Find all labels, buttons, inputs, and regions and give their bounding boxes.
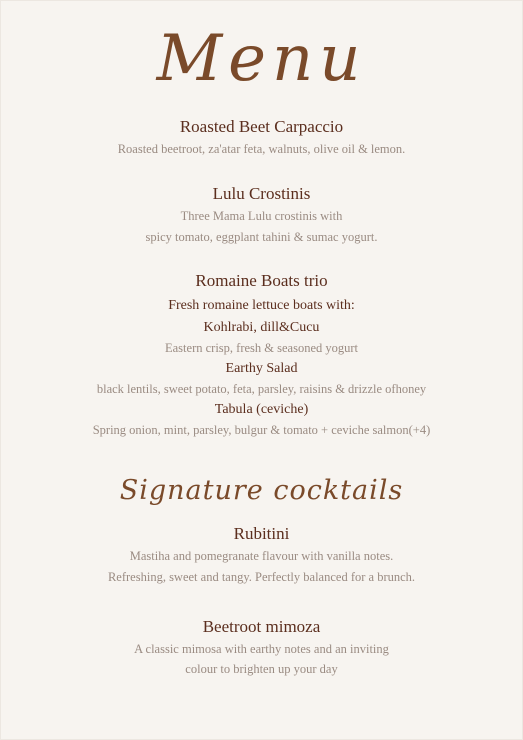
dish-description: Roasted beetroot, za'atar feta, walnuts, olive oil & lemon. <box>117 142 406 156</box>
dish-intro: Fresh romaine lettuce boats with: <box>168 298 355 313</box>
sub-dish-description: black lentils, sweet potato, feta, parsley, raisins & drizzle ofhoney <box>96 382 427 396</box>
cocktail-description: Mastiha and pomegranate flavour with vanilla notes. <box>129 549 394 563</box>
cocktail-beetroot-mimoza: Beetroot mimoza <box>202 617 321 636</box>
cocktail-description: A classic mimosa with earthy notes and an inviting <box>134 642 389 656</box>
cocktail-description: Refreshing, sweet and tangy. Perfectly balanced for a brunch. <box>107 570 416 584</box>
dish-description: Three Mama Lulu crostinis with <box>180 209 343 223</box>
sub-dish-description: Spring onion, mint, parsley, bulgur & tomato + ceviche salmon(+4) <box>92 423 431 437</box>
dish-romaine-boats-trio: Romaine Boats trio <box>195 271 328 290</box>
cocktail-description: colour to brighten up your day <box>185 662 338 676</box>
dish-roasted-beet-carpaccio: Roasted Beet Carpaccio <box>179 117 344 136</box>
sub-dish-earthy-salad: Earthy Salad <box>225 361 298 376</box>
menu-title: Menu <box>156 22 367 96</box>
cocktail-rubitini: Rubitini <box>233 524 290 543</box>
sub-dish-description: Eastern crisp, fresh & seasoned yogurt <box>165 341 358 355</box>
sub-dish-kohlrabi: Kohlrabi, dill&Cucu <box>203 320 320 335</box>
sub-dish-tabula: Tabula (ceviche) <box>214 402 309 417</box>
dish-lulu-crostinis: Lulu Crostinis <box>212 184 311 203</box>
dish-description: spicy tomato, eggplant tahini & sumac yogurt. <box>145 230 378 244</box>
cocktails-title: Signature cocktails <box>119 475 404 506</box>
